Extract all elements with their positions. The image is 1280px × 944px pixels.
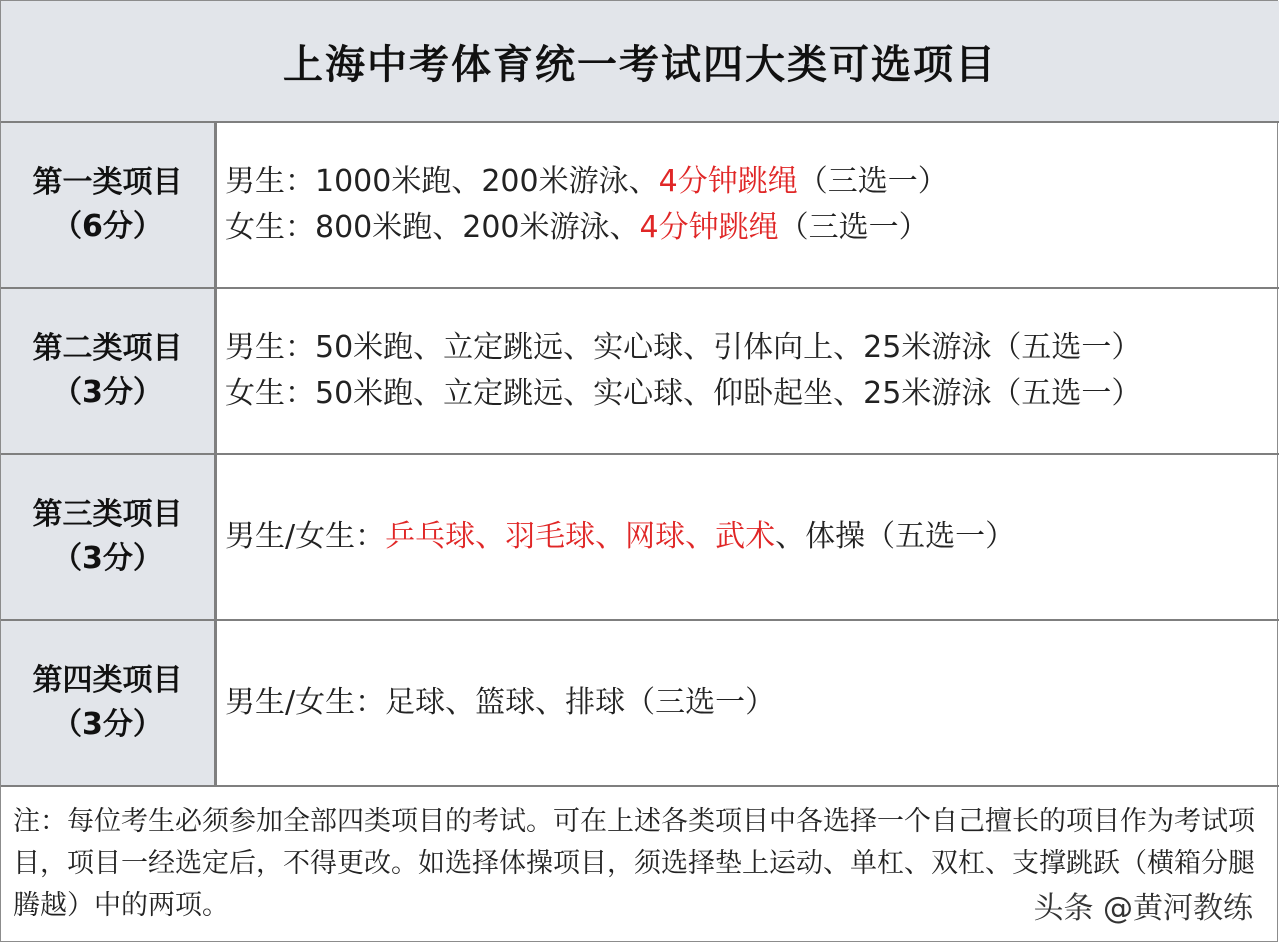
table-row [1, 621, 1279, 787]
line-text: 女生：50米跑、立定跳远、实心球、仰卧起坐、25米游泳（五选一） [225, 376, 1142, 411]
category-cell [1, 455, 217, 619]
category-score: （3分） [52, 375, 163, 410]
category-cell [1, 621, 217, 785]
line-text: 男生：50米跑、立定跳远、实心球、引体向上、25米游泳（五选一） [225, 330, 1142, 365]
category-name: 第一类项目 [32, 165, 183, 200]
category-score: （3分） [52, 541, 163, 576]
line-suffix: 、体操（五选一） [775, 519, 1016, 554]
item-line [225, 680, 1279, 726]
highlight-text: 乒乓球、羽毛球、网球、武术 [385, 519, 776, 554]
line-text: 男生/女生：足球、篮球、排球（三选一） [225, 685, 776, 720]
category-score: （6分） [52, 209, 163, 244]
footnote: 注：每位考生必须参加全部四类项目的考试。可在上述各类项目中各选择一个自己擅长的项目作为考试项目，项目一经选定后，不得更改。如选择体操项目，须选择垫上运动、单杠、双杠、支撑跳跃（横箱分腿腾越）中的两项。 [13, 806, 1255, 921]
item-line [225, 159, 1279, 205]
category-name: 第三类项目 [32, 497, 183, 532]
category-cell [1, 123, 217, 287]
category-name: 第二类项目 [32, 331, 183, 366]
item-line [225, 205, 1279, 251]
items-cell [225, 621, 1279, 785]
category-cell [1, 289, 217, 453]
item-line [225, 371, 1279, 417]
line-text: 男生/女生： [225, 519, 386, 554]
items-cell [225, 123, 1279, 287]
category-score: （3分） [52, 707, 163, 742]
line-suffix: （三选一） [778, 210, 929, 245]
line-text: 女生：800米跑、200米游泳、 [225, 210, 640, 245]
item-line [225, 325, 1279, 371]
title-bar [1, 1, 1279, 123]
line-suffix: （三选一） [797, 164, 948, 199]
category-name: 第四类项目 [32, 663, 183, 698]
table-row [1, 455, 1279, 621]
page-title: 上海中考体育统一考试四大类可选项目 [283, 41, 997, 88]
table-row [1, 123, 1279, 289]
item-line [225, 514, 1279, 560]
items-cell [225, 289, 1279, 453]
watermark: 头条 @黄河教练 [1033, 891, 1253, 926]
items-cell [225, 455, 1279, 619]
table-row [1, 289, 1279, 455]
highlight-text: 4分钟跳绳 [658, 164, 798, 199]
line-text: 男生：1000米跑、200米游泳、 [225, 164, 659, 199]
highlight-text: 4分钟跳绳 [639, 210, 779, 245]
